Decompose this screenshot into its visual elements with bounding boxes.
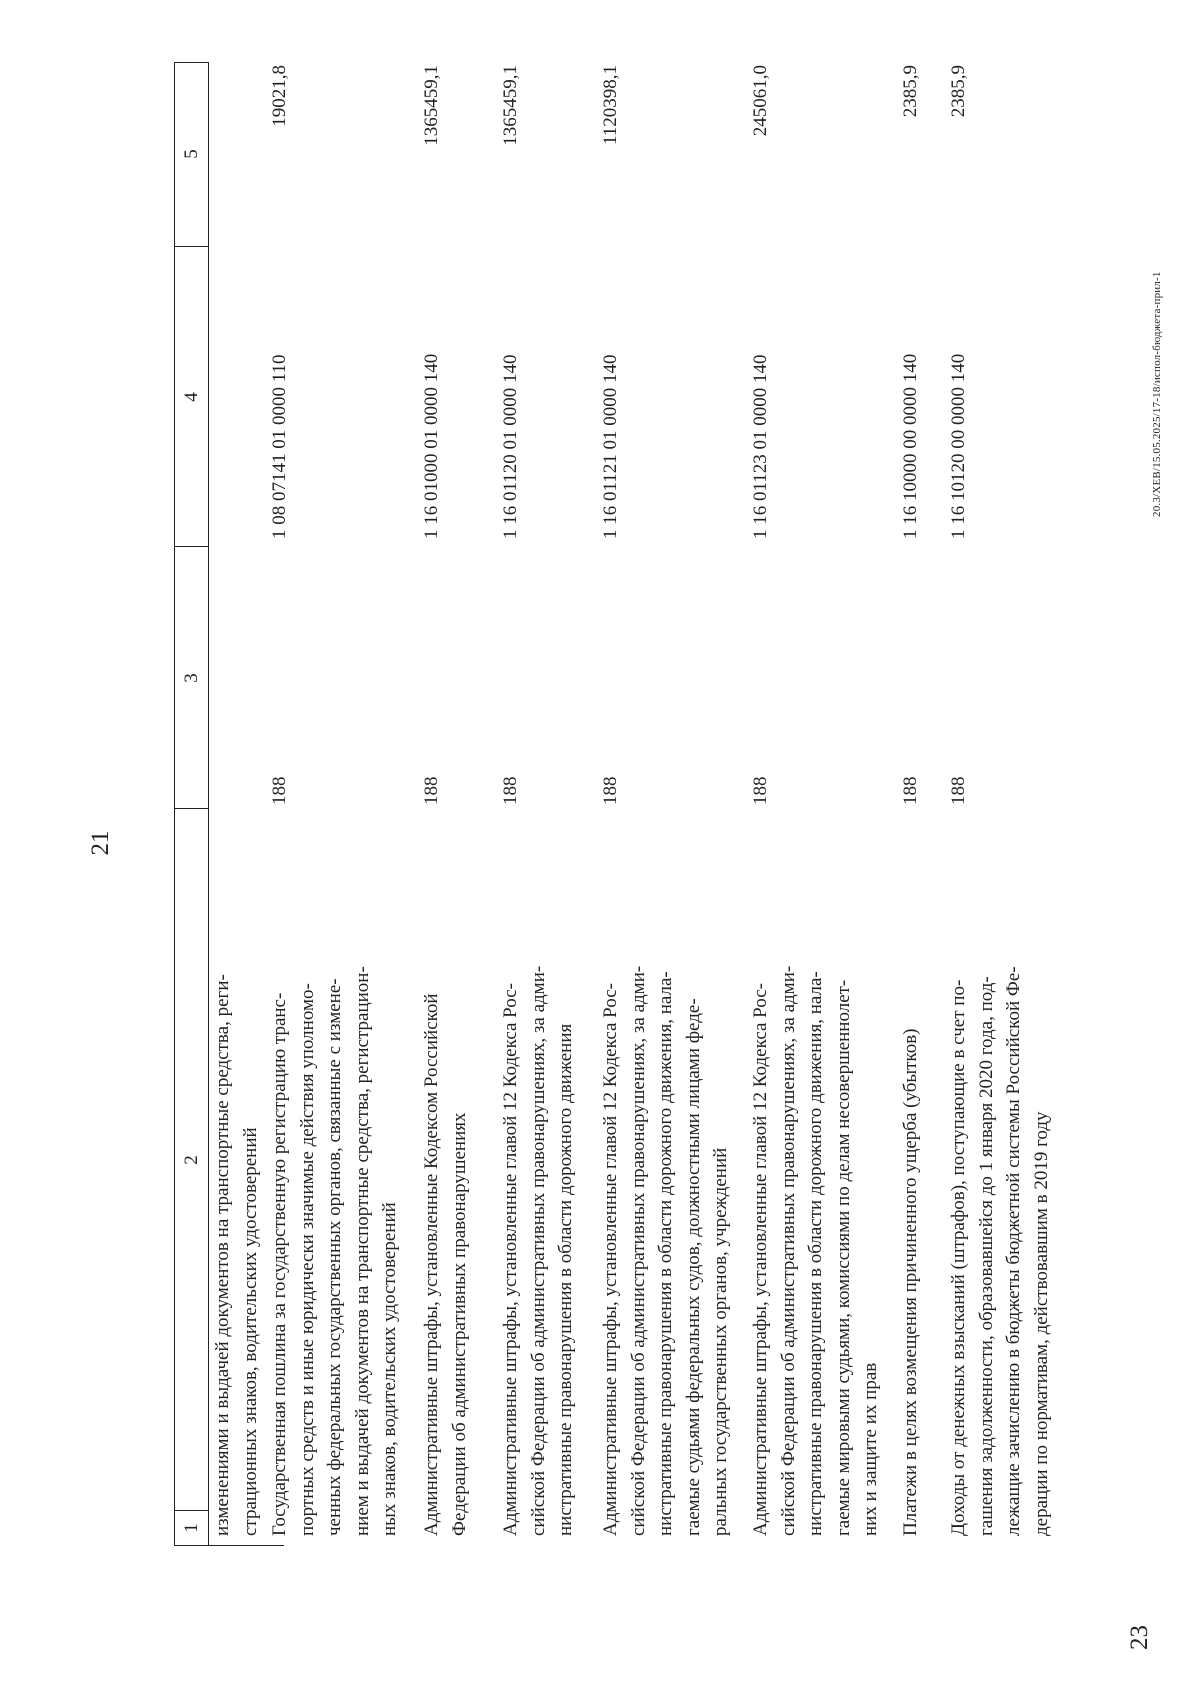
row-admin-code: 188 — [269, 776, 290, 805]
header-col-4: 4 — [181, 392, 202, 402]
row-amount: 1365459,1 — [500, 65, 521, 146]
row-description: Государственная пошлина за государственную регистрацию транс- портных средств и иные юридически значимые действия уполномо- ченных федеральных государственных органов, связанные с измене- нием и выдачей документов на транспортные средства, регистрацион- ных знаков, водительских удостоверений — [269, 966, 400, 1536]
row-budget-code: 1 16 01000 01 0000 140 — [421, 353, 442, 539]
row-amount: 2385,9 — [948, 65, 969, 118]
page-number-top: 21 — [87, 830, 114, 856]
row-amount: 19021,8 — [269, 65, 290, 127]
row-budget-code: 1 16 10000 00 0000 140 — [900, 353, 921, 539]
header-col-5: 5 — [181, 149, 202, 159]
page-number-bottom: 23 — [1126, 1625, 1153, 1650]
table-left-border — [174, 1545, 284, 1546]
row-budget-code: 1 16 01123 01 0000 140 — [750, 354, 771, 539]
footer-stamp: 20.3/XEB/15.05.2025/17-18/испол-бюджета-прил-1 — [1151, 271, 1163, 517]
header-col-1: 1 — [181, 1523, 202, 1533]
row-description: Административные штрафы, установленные главой 12 Кодекса Рос- сийской Федерации об административных правонарушениях, за адми- нистративные правонарушения в области дорожного движения, нала- гаемые мировыми судьями, комиссиями по делам несовершеннолет- них и защите их прав — [750, 965, 881, 1536]
row-amount: 245061,0 — [750, 65, 771, 137]
row-admin-code: 188 — [500, 776, 521, 805]
header-col-3: 3 — [181, 673, 202, 683]
row-budget-code: 1 16 01121 01 0000 140 — [600, 354, 621, 539]
row-amount: 1365459,1 — [421, 65, 442, 146]
row-description: Доходы от денежных взысканий (штрафов), поступающие в счет по- гашения задолженности, образовавшейся до 1 января 2020 года, под- лежащие зачислению в бюджеты бюджетной системы Российской Фе- дерации по нормативам, действовавшим в 2019 году — [948, 966, 1052, 1536]
row-admin-code: 188 — [750, 776, 771, 805]
row-description: Административные штрафы, установленные Кодексом Российской Федерации об административных правонарушениях — [421, 993, 470, 1536]
row-budget-code: 1 16 01120 01 0000 140 — [500, 354, 521, 539]
header-col-2: 2 — [181, 1155, 202, 1165]
row-budget-code: 1 08 07141 01 0000 110 — [269, 354, 290, 539]
row-description: изменениями и выдачей документов на транспортные средства, реги- страционных знаков, водительских удостоверений — [212, 974, 261, 1536]
row-amount: 2385,9 — [900, 65, 921, 118]
row-description: Платежи в целях возмещения причиненного ущерба (убытков) — [900, 1028, 921, 1536]
row-amount: 1120398,1 — [600, 65, 621, 146]
row-admin-code: 188 — [948, 776, 969, 805]
row-admin-code: 188 — [421, 776, 442, 805]
row-description: Административные штрафы, установленные главой 12 Кодекса Рос- сийской Федерации об административных правонарушениях, за адми- нистративные правонарушения в области дорожного движения — [500, 965, 576, 1536]
row-description: Административные штрафы, установленные главой 12 Кодекса Рос- сийской Федерации об административных правонарушениях, за адми- нистративные правонарушения в области дорожного движения, нала- гаемые судьями федеральных судов, должностными лицами феде- ральных государственных органов, учреждений — [600, 965, 731, 1536]
table-header-row — [174, 62, 209, 1546]
row-admin-code: 188 — [900, 776, 921, 805]
row-budget-code: 1 16 10120 00 0000 140 — [948, 353, 969, 539]
row-admin-code: 188 — [600, 776, 621, 805]
